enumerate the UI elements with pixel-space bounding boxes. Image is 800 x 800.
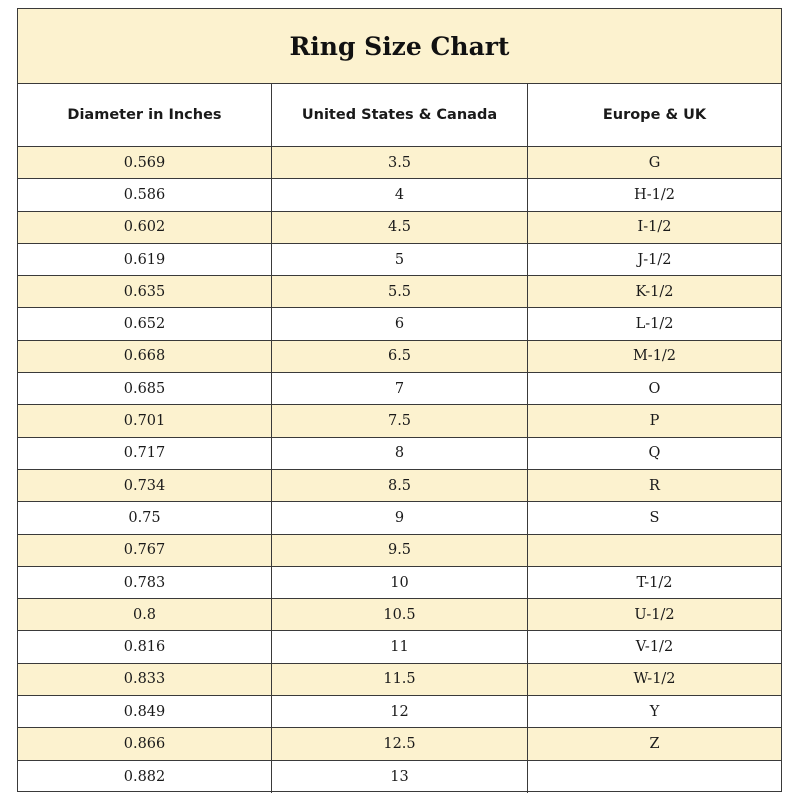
cell-diameter: 0.717 xyxy=(18,438,272,469)
cell-europe-uk: T-1/2 xyxy=(636,574,673,591)
table-row xyxy=(18,470,781,502)
table-row xyxy=(18,179,781,211)
cell-us-canada: 6 xyxy=(272,308,528,339)
cell-europe-uk: J-1/2 xyxy=(637,251,672,268)
cell-europe-uk: O xyxy=(648,380,661,397)
cell-us-canada: 11.5 xyxy=(272,664,528,695)
cell-europe-uk xyxy=(528,535,781,566)
cell-us-canada: 7.5 xyxy=(272,405,528,436)
table-row xyxy=(18,761,781,793)
cell-diameter: 0.635 xyxy=(18,276,272,307)
cell-europe-uk: M-1/2 xyxy=(632,348,677,365)
cell-diameter: 0.75 xyxy=(18,502,272,533)
table-row xyxy=(18,147,781,179)
cell-diameter: 0.767 xyxy=(18,535,272,566)
cell-us-canada: 7 xyxy=(272,373,528,404)
cell-europe-uk: K-1/2 xyxy=(635,283,674,300)
cell-europe-uk: L-1/2 xyxy=(635,316,674,333)
table-row xyxy=(18,535,781,567)
table-row xyxy=(18,631,781,663)
table-row xyxy=(18,405,781,437)
cell-europe-uk: H-1/2 xyxy=(634,186,675,203)
cell-diameter: 0.602 xyxy=(18,212,272,243)
table-row xyxy=(18,308,781,340)
table-row xyxy=(18,567,781,599)
header-us-canada: United States & Canada xyxy=(272,84,528,146)
cell-diameter: 0.866 xyxy=(18,728,272,759)
cell-diameter: 0.816 xyxy=(18,631,272,662)
table-row xyxy=(18,341,781,373)
cell-europe-uk xyxy=(528,761,781,793)
cell-diameter: 0.668 xyxy=(18,341,272,372)
cell-europe-uk: I-1/2 xyxy=(637,219,672,236)
cell-us-canada: 8 xyxy=(272,438,528,469)
table-row xyxy=(18,599,781,631)
cell-diameter: 0.882 xyxy=(18,761,272,793)
table-row xyxy=(18,373,781,405)
chart-title: Ring Size Chart xyxy=(18,9,781,84)
cell-us-canada: 5 xyxy=(272,244,528,275)
cell-diameter: 0.619 xyxy=(18,244,272,275)
cell-europe-uk: W-1/2 xyxy=(633,671,676,688)
table-row xyxy=(18,276,781,308)
cell-diameter: 0.586 xyxy=(18,179,272,210)
cell-us-canada: 6.5 xyxy=(272,341,528,372)
cell-europe-uk: S xyxy=(649,509,660,526)
table-row xyxy=(18,664,781,696)
cell-diameter: 0.701 xyxy=(18,405,272,436)
cell-us-canada: 10.5 xyxy=(272,599,528,630)
cell-diameter: 0.652 xyxy=(18,308,272,339)
cell-europe-uk: Q xyxy=(648,445,661,462)
table-row xyxy=(18,502,781,534)
table-row xyxy=(18,212,781,244)
cell-diameter: 0.783 xyxy=(18,567,272,598)
header-diameter: Diameter in Inches xyxy=(18,84,272,146)
header-europe-uk: Europe & UK xyxy=(602,107,707,123)
cell-diameter: 0.833 xyxy=(18,664,272,695)
cell-europe-uk: P xyxy=(649,413,660,430)
cell-us-canada: 12.5 xyxy=(272,728,528,759)
ring-size-chart xyxy=(17,8,782,792)
cell-us-canada: 11 xyxy=(272,631,528,662)
cell-us-canada: 3.5 xyxy=(272,147,528,178)
cell-diameter: 0.8 xyxy=(18,599,272,630)
cell-diameter: 0.849 xyxy=(18,696,272,727)
cell-europe-uk: V-1/2 xyxy=(635,639,674,656)
cell-europe-uk: Z xyxy=(649,735,660,752)
table-row xyxy=(18,696,781,728)
table-row xyxy=(18,438,781,470)
cell-us-canada: 13 xyxy=(272,761,528,793)
table-header xyxy=(18,84,781,147)
cell-us-canada: 8.5 xyxy=(272,470,528,501)
cell-us-canada: 12 xyxy=(272,696,528,727)
cell-diameter: 0.569 xyxy=(18,147,272,178)
cell-europe-uk: R xyxy=(649,477,660,494)
cell-europe-uk: G xyxy=(648,154,661,171)
table-row xyxy=(18,728,781,760)
cell-us-canada: 4.5 xyxy=(272,212,528,243)
cell-us-canada: 4 xyxy=(272,179,528,210)
cell-europe-uk: Y xyxy=(649,703,660,720)
cell-us-canada: 10 xyxy=(272,567,528,598)
cell-us-canada: 5.5 xyxy=(272,276,528,307)
cell-europe-uk: U-1/2 xyxy=(634,606,675,623)
cell-us-canada: 9.5 xyxy=(272,535,528,566)
cell-diameter: 0.685 xyxy=(18,373,272,404)
cell-us-canada: 9 xyxy=(272,502,528,533)
table-row xyxy=(18,244,781,276)
table-body xyxy=(18,147,781,793)
cell-diameter: 0.734 xyxy=(18,470,272,501)
